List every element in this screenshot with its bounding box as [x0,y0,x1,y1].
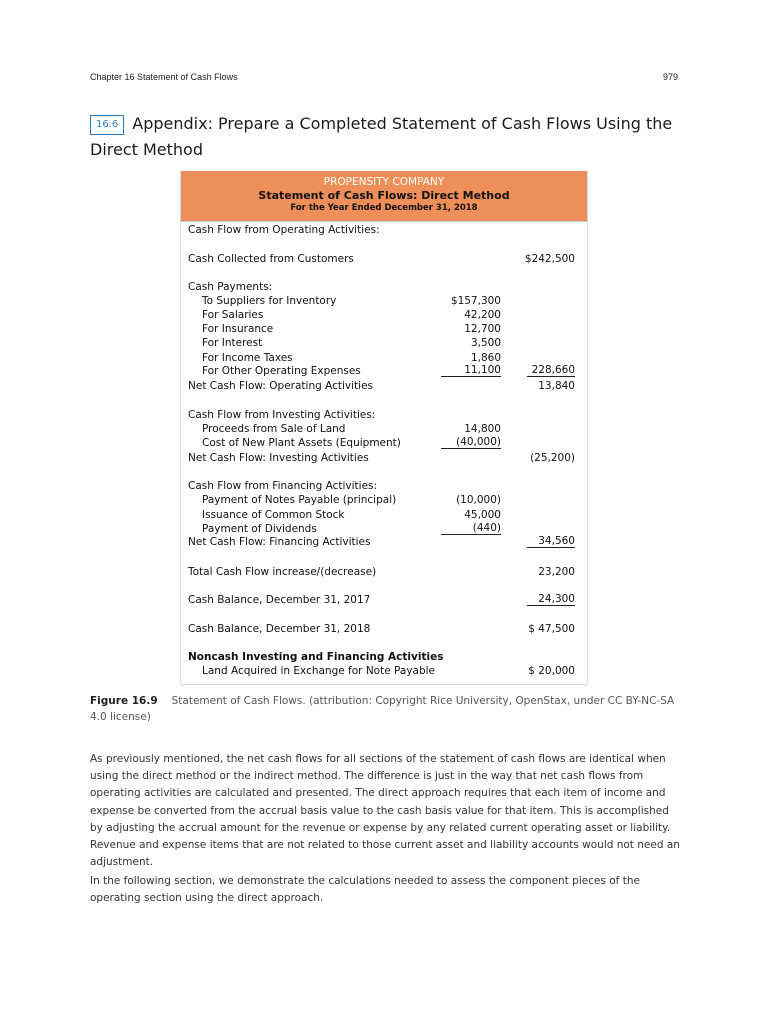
statement-row: Cash Collected from Customers $242,500 [188,253,575,265]
figure-label: Figure 16.9 [90,695,158,707]
statement-row: Payment of Notes Payable (principal) (10,000) [202,494,501,506]
statement-row: Cash Balance, December 31, 2018 $ 47,500 [188,623,575,635]
statement-row: Cash Balance, December 31, 2017 24,300 [188,593,575,606]
statement-row: Issuance of Common Stock 45,000 [202,509,501,521]
chapter-title: Chapter 16 Statement of Cash Flows [90,72,238,82]
statement-row: Noncash Investing and Financing Activities [188,651,444,663]
figure-caption-text: Statement of Cash Flows. (attribution: Copyright Rice University, OpenStax, under CC BY-NC-SA 4.0 license) [90,695,675,723]
statement-title: Statement of Cash Flows: Direct Method [258,189,510,202]
statement-row: Cash Flow from Financing Activities: [188,480,378,492]
statement-row: Net Cash Flow: Financing Activities 34,560 [188,535,575,548]
body-paragraph-1: As previously mentioned, the net cash flows for all sections of the statement of cash flows are identical when using the direct method or the indirect method. The difference is just in the way that net cash flows from operating activities are calculated and presented. The direct approach requires that each item of income and expense be converted from the accrual basis value to the cash basis value for that item. This is accomplished by adjusting the accrual amount for the revenue or expense by any related current operating asset or liability. Revenue and expense items that are not related to those current asset and liability accounts would not need an adjustment. [90,753,680,869]
statement-row: To Suppliers for Inventory $157,300 [202,295,501,307]
statement-row: For Insurance 12,700 [202,323,501,335]
cash-flow-statement [180,171,588,685]
section-heading [90,111,690,163]
statement-row: Proceeds from Sale of Land 14,800 [202,423,501,435]
company-name: PROPENSITY COMPANY [323,176,445,188]
statement-row: Payment of Dividends (440) [202,522,501,535]
statement-row: Cash Payments: [188,281,273,293]
section-title: Appendix: Prepare a Completed Statement of Cash Flows Using the Direct Method [90,114,673,159]
statement-row: For Salaries 42,200 [202,309,501,321]
statement-row: Net Cash Flow: Investing Activities (25,200) [188,452,575,464]
statement-row: Net Cash Flow: Operating Activities 13,840 [188,380,575,392]
statement-row: Cost of New Plant Assets (Equipment) (40,000) [202,436,501,449]
statement-row: For Income Taxes 1,860 [202,352,501,364]
section-number-badge: 16.6 [90,115,124,135]
statement-header [181,171,587,222]
statement-row: Total Cash Flow increase/(decrease) 23,200 [188,566,575,578]
statement-row: Cash Flow from Investing Activities: [188,409,376,421]
statement-period: For the Year Ended December 31, 2018 [290,203,478,213]
statement-row: Cash Flow from Operating Activities: [188,224,380,236]
figure-caption [90,693,680,725]
statement-row: For Other Operating Expenses 11,100 228,660 [202,364,575,377]
page-number: 979 [662,72,678,82]
statement-row: Land Acquired in Exchange for Note Payable $ 20,000 [202,665,575,677]
statement-row: For Interest 3,500 [202,337,501,349]
body-paragraph-2: In the following section, we demonstrate the calculations needed to assess the component pieces of the operating section using the direct approach. [90,875,640,905]
